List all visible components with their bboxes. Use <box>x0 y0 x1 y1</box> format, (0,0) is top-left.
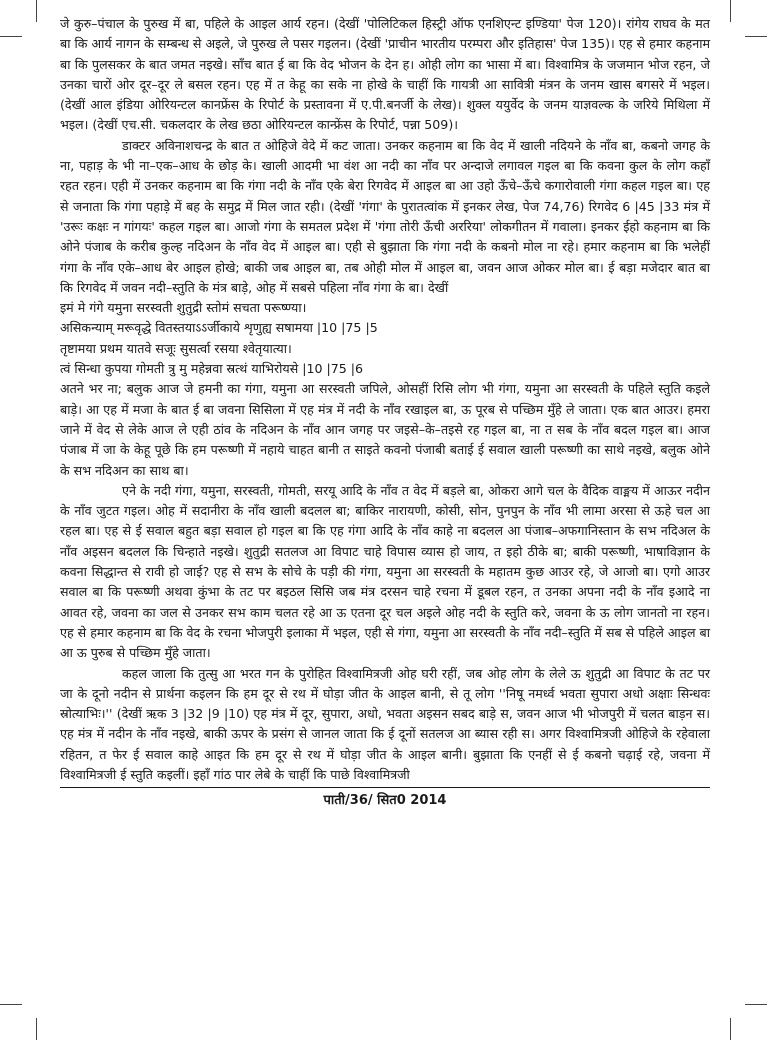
verse-line: त्वं सिन्धा कुपया गोमती त्रु मु महेन्नवा स्रत्थं याभिरोयसे |10 |75 |6 <box>60 361 364 377</box>
paragraph-3: अतने भर ना; बलुक आज जे हमनी का गंगा, यमुना आ सरस्वती जपिले, ओसहीं रिसि लोग भी गंगा, यमुना आ सरस्वती के पहिले स्तुति कइले बाड़े। आ एह में मजा के बात ई बा जवना सिसिला में एह मंत्र में नदी के नाँव रखाइल बा, ऊ पूरब से पच्छिम मुँहे ले जाता। एक बात आउर। हमरा जाने में वेद से लेके आज ले एही ठांव के नदिअन के नाँव आन जगह पर जइसे–के–तइसे रह गइल बा, ना त सब के नाँव बदल गइल बा। आज पंजाब में जा के केहू पूछे कि हम परूष्णी में नहाये चाहत बानी त साइते कवनो पंजाबी बताई ई सवाल खाली परूष्णी का साथे नइखे, बलुक ओने के सभ नदिअन का साथ बा। <box>60 381 710 478</box>
paragraph-2: डाक्टर अविनाशचन्द्र के बात त ओहिजे वेदे में कट जाता। उनकर कहनाम बा कि वेद में खाली नदियने के नाँव बा, कबनो जगह के ना, पहाड़ के भी ना–एक–आध के छोड़ के। खाली आदमी भा वंश आ नदी का नाँव पर अन्दाजे लगावल गइल बा कि कवना कुल के लोग कहाँ रहत रहन। एही में उनकर कहनाम बा कि गंगा नदी के नाँव एके बेरा रिगवेद में आइल बा आ उहो ऊँचे–ऊँचे कगारोवाली गंगा कहल गइल बा। एह से जनाता कि गंगा पहाड़े में बह के समुद्र में मिल जात रही। (देखीं 'गंगा' के पुरातत्वांक में इनकर लेख, पेज 74,76) रिगवेद 6 |45 |33 मंत्र में 'उरूः कक्षः न गांगयः' कहल गइल बा। आजो गंगा के समतल प्रदेश में 'गंगा तोरी ऊँची अररिया' लोकगीतन में गवाला। इनकर ईहो कहनाम बा कि ओने पंजाब के करीब कुल्ह नदिअन के नाँव वेद में आइल बा। एही से बुझाता कि गंगा नदी के कबनो मोल ना रहे। हमार कहनाम बा कि भलेहीं गंगा के नाँव एके–आध बेर आइल होखे; बाकी जब आइल बा, तब ओही मोल में आइल बा, जवन आज ओकर मोल बा। ई बड़ा मजेदार बात बा कि रिगवेद में जवन नदी–स्तुति के मंत्र बाड़े, ओह में सबसे पहिला नाँव गंगा के बा। देखीं <box>60 137 710 295</box>
crop-mark <box>730 0 731 22</box>
crop-mark <box>745 36 767 37</box>
verse-block <box>60 298 710 379</box>
verse-line: इमं मे गंगे यमुना सरस्वती शुतुद्री स्तोमं सचता परूष्ण्या। <box>60 300 307 316</box>
article-page <box>60 14 710 812</box>
crop-mark <box>730 1018 731 1040</box>
crop-mark <box>0 1004 22 1005</box>
footer-rule <box>60 787 710 788</box>
page-footer: पाती/36/ सित0 2014 <box>323 793 447 809</box>
crop-mark <box>36 0 37 22</box>
paragraph-4: एने के नदी गंगा, यमुना, सरस्वती, गोमती, सरयू आदि के नाँव त वेद में बड़ले बा, ओकरा आगे चल के वैदिक वाङ्मय में आऊर नदीन के नाँव जुटत गइल। ओह में सदानीरा के नाँव खाली बदलल बा; बाकिर नारायणी, कोसी, सोन, पुनपुन के नाँव भी लामा अरसा से ऊहे चल आ रहल बा। एह से ई सवाल बहुत बड़ा सवाल हो गइल बा कि एह गंगा आदि के नाँव काहे ना बदलल आ पंजाब–अफगानिस्तान के सभ नदिअल के नाँव अइसन बदलल कि चिन्हाते नइखे। शुतुद्री सतलज आ विपाट चाहे विपास व्यास हो जाय, त इहो ठीके बा; बाकी परूष्णी, भाषाविज्ञान के कवना सिद्धान्त से रावी हो जाई? एह से सभ के सोचे के पड़ी की गंगा, यमुना आ सरस्वती के महातम कुछ आउर रहे, जे आजो बा। एगो आउर सवाल बा कि परूष्णी अथवा कुंभा के तट पर बइठल सिसि जब मंत्र दरसन चाहे रचना में डूबल रहन, त उनका अपना नदी के नाँव इआदे ना आवत रहे, जवना का जल से उनकर सभ काम चलत रहे आ ऊ एतना दूर चल अइले ओह नदी के स्तुति करे, जवना के ऊ लोग जानतो ना रहन। एह से हमार कहनाम बा कि वेद के रचना भोजपुरी इलाका में भइल, एही से गंगा, यमुना आ सरस्वती के नाँव नदी–स्तुति में सब से पहिले आइल बा आ ऊ पुरुब से पच्छिम मुँहे जाता। <box>60 482 710 661</box>
verse-line: तृष्टामया प्रथम यातवे सजूः सुसर्त्वा रसया श्वेतृयात्या। <box>60 340 292 356</box>
crop-mark <box>745 1004 767 1005</box>
paragraph-5: कहल जाला कि तुत्सु आ भरत गन के पुरोहित विश्वामित्रजी ओह घरी रहीं, जब ओह लोग के लेले ऊ शुतुद्री आ विपाट के तट पर जा के दूनो नदीन से प्रार्थना कइलन कि हम दूर से रथ में घोड़ा जीत के आइल बानी, से तू लोग ''निषू नमर्ध्व भवता सुपारा अधो अक्षाः सिन्धवः स्रोत्याभिः।'' (देखीं ऋक 3 |32 |9 |10) एह मंत्र में दूर, सुपारा, अधो, भवता अइसन सबद बाड़े स, जवन आज भी भोजपुरी में चलत बाड़न स। एह मंत्र में नदीन के नाँव नइखे, बाकी ऊपर के प्रसंग से जानल जाता कि ई दूनों सतलज आ ब्यास रही स। अगर विश्वामित्रजी ओहिजे के रहेवाला रहितन, त फेर ई सवाल काहे आइत कि हम दूर से रथ में घोड़ा जीत के आइल बानी। बुझाता कि एनहीं से ई कबनो चढ़ाई रहे, जवना में विश्वामित्रजी ई स्तुति कइलीं। इहाँ गांठ पार लेबे के चाहीं कि पाछे विश्वामित्रजी <box>60 665 710 782</box>
paragraph-1: जे कुरु–पंचाल के पुरुख में बा, पहिले के आइल आर्य रहन। (देखीं 'पोलिटिकल हिस्ट्री ऑफ एनशिएन्ट इण्डिया' पेज 120)। रांगेय राघव के मत बा कि आर्य नागन के सम्बन्ध से अइले, जे पुरुख ले पसर गइलन। (देखीं 'प्राचीन भारतीय परम्परा और इतिहास' पेज 135)। एह से हमार कहनाम बा कि पुलसकर के बात जमत नइखे। साँच बात ई बा कि वेद भोजन के देन ह। ओही लोग का भासा में बा। विश्वामित्र के जजमान भोज रहन, जे उनका चारों ओर दूर–दूर ले बसल रहन। एह में त केहू का सके ना होखे के चाहीं कि गायत्री आ सावित्री मंत्रन के जनम खास बगसरे में भइल। (देखीं आल इंडिया ओरियन्टल कानफ्रेंस के रिपोर्ट के प्रस्तावना में ए.पी.बनर्जी के लेख)। शुक्ल ययुर्वेद के जनम याज्ञवल्क के जरिये मिथिला में भइल। (देखीं एच.सी. चकलदार के लेख छठा ओरियन्टल कान्फ्रेंस के रिपोर्ट, पन्ना 509)। <box>60 16 710 133</box>
crop-mark <box>36 1018 37 1040</box>
crop-mark <box>0 36 22 37</box>
verse-line: असिकन्याम् मरूवृद्धे वितस्तयाऽऽर्जीकाये शृणुह्य सषामया |10 |75 |5 <box>60 320 378 336</box>
